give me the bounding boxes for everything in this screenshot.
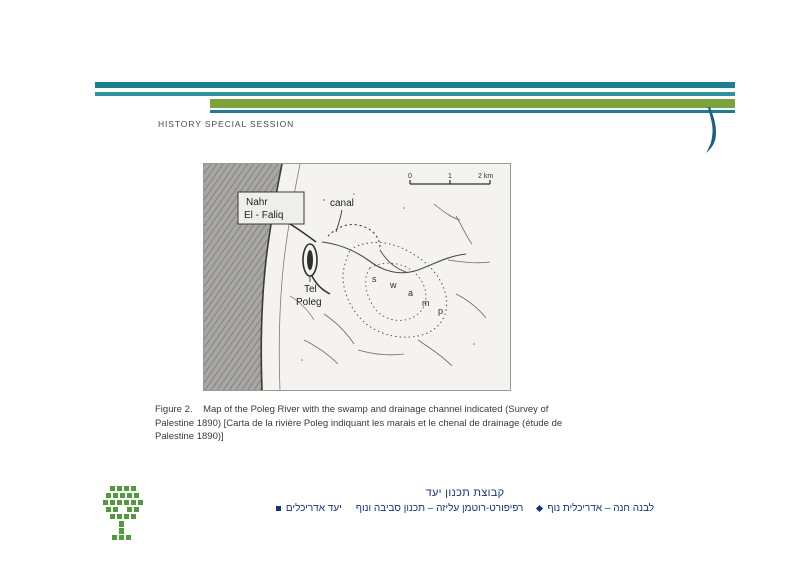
footer-partner-2 bbox=[356, 503, 524, 514]
map-label-canal: canal bbox=[330, 198, 354, 209]
diamond-bullet-icon bbox=[536, 505, 543, 512]
figure-caption-text: Map of the Poleg River with the swamp and drainage channel indicated (Survey of Palestine 1890) [Carta de la rivière Poleg indiquant les marais et le chenal de drainage (étude de Palestine 1890)] bbox=[155, 404, 563, 442]
map-label-tel-line1: Tel bbox=[304, 284, 317, 295]
map-label-tel-line2: Poleg bbox=[296, 297, 322, 308]
figure-caption-label: Figure 2. bbox=[155, 404, 193, 415]
map-label-river-line2: El - Faliq bbox=[244, 210, 284, 221]
swamp-letter-a: a bbox=[408, 288, 414, 298]
footer-partner-3-label: לבנה חנה – אדריכלית נוף bbox=[547, 503, 655, 514]
scale-tick-2: 2 km bbox=[478, 173, 494, 180]
footer-partner-3 bbox=[537, 503, 654, 514]
decor-bar-teal-thin bbox=[210, 110, 735, 113]
figure-caption bbox=[155, 403, 585, 444]
tree-logo-icon bbox=[96, 480, 152, 542]
footer bbox=[160, 487, 770, 514]
session-header-label: HISTORY SPECIAL SESSION bbox=[158, 119, 295, 129]
map-label-river-line1: Nahr bbox=[246, 197, 268, 208]
decor-flourish-icon bbox=[700, 105, 724, 155]
swamp-letter-s: s bbox=[372, 274, 377, 284]
swamp-letter-w: w bbox=[390, 280, 397, 290]
scale-tick-0: 0 bbox=[408, 173, 412, 180]
figure-image bbox=[203, 163, 511, 391]
swamp-letter-m: m bbox=[422, 298, 430, 308]
footer-partners bbox=[160, 503, 770, 514]
swamp-letter-p: p bbox=[438, 306, 444, 316]
decor-bar-teal-top bbox=[95, 82, 735, 88]
footer-partner-1 bbox=[276, 503, 342, 514]
decor-bar-green bbox=[210, 99, 735, 108]
scale-tick-1: 1 bbox=[448, 173, 452, 180]
decor-bar-teal-second bbox=[95, 92, 735, 96]
footer-company-name: קבוצת תכנון יעד bbox=[425, 487, 505, 499]
footer-partner-2-label: רפיפורט-רוטמן עליזה – תכנון סביבה ונוף bbox=[355, 503, 524, 514]
footer-partner-1-label: יעד אדריכלים bbox=[285, 503, 342, 514]
poleg-river-map-svg bbox=[204, 164, 510, 390]
square-bullet-icon bbox=[276, 506, 281, 511]
